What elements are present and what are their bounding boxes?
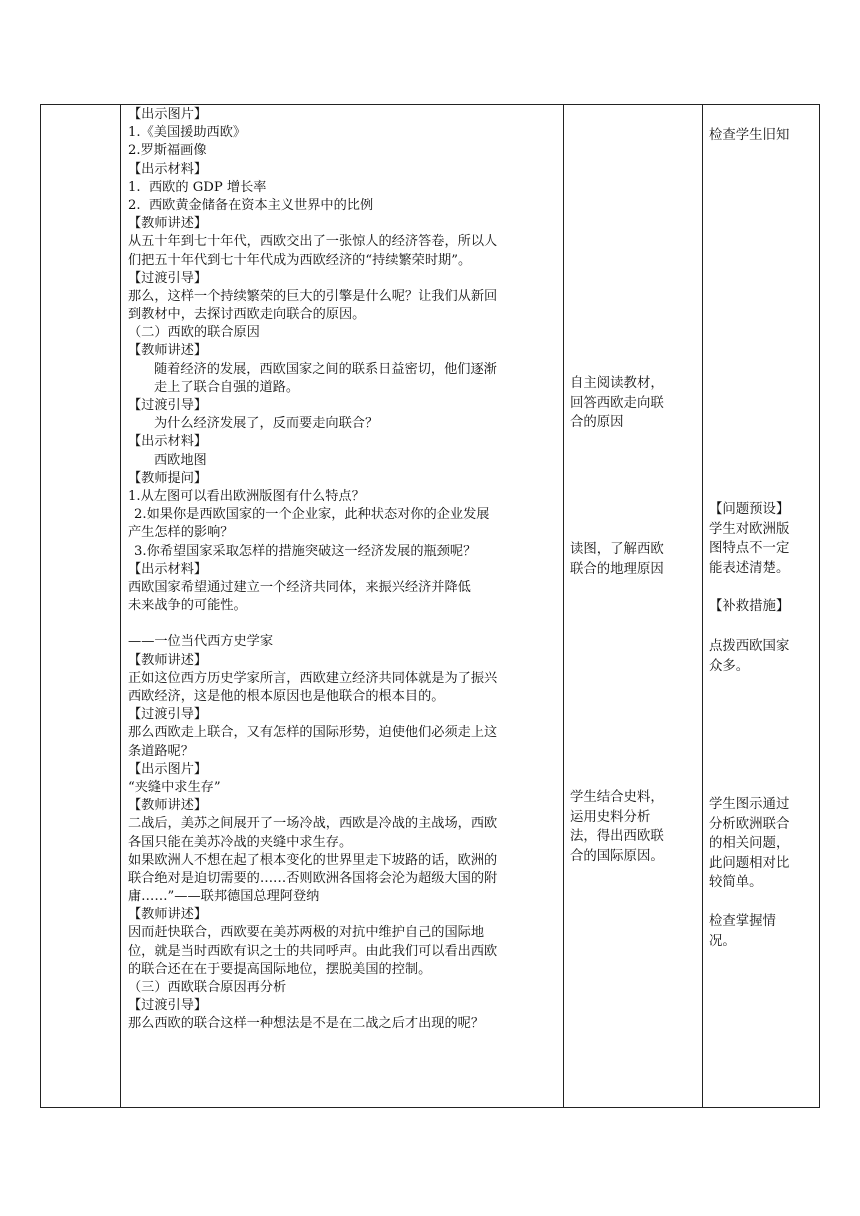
text-line: 1.从左图可以看出欧洲版图有什么特点？ [128,488,365,504]
text-line: 从五十年到七十年代，西欧交出了一张惊人的经济答卷，所以人 [128,234,498,250]
column-divider [120,104,121,1108]
text-line: 【问题预设】 [709,502,790,517]
column-divider [702,104,703,1108]
text-line: 西欧国家希望通过建立一个经济共同体，来振兴经济并降低 [128,579,471,595]
text-line: 西欧地图 [154,452,207,468]
text-line: 那么西欧的联合这样一种想法是不是在二战之后才出现的呢？ [128,1016,485,1032]
text-line: 【出示图片】 [128,761,208,777]
text-line: 正如这位西方历史学家所言，西欧建立经济共同体就是为了振兴 [128,670,498,686]
text-line: 的联合还在在于要提高国际地位，摆脱美国的控制。 [128,961,432,977]
text-line: 运用史料分析 [570,809,651,825]
text-line: 【教师提问】 [128,470,208,486]
text-line: 【教师讲述】 [128,798,208,814]
student-activity-block [570,788,698,866]
text-line: 位，就是当时西欧有识之士的共同呼声。由此我们可以看出西欧 [128,943,498,959]
text-line: 学生结合史料， [570,790,664,805]
text-line: 联合绝对是迫切需要的……否则欧洲各国将会沦为超级大国的附 [128,870,498,886]
text-line: 各国只能在美苏冷战的夹缝中求生存。 [128,834,353,850]
text-line: 况。 [709,933,736,949]
text-line: 【补救措施】 [709,599,790,614]
text-line: 【教师讲述】 [128,216,208,232]
text-line: 点拨西欧国家 [709,639,790,654]
text-line: 【出示材料】 [128,434,208,450]
text-line: 到教材中，去探讨西欧走向联合的原因。 [128,307,366,323]
column-divider [563,104,564,1108]
text-line: 【出示材料】 [128,561,208,577]
text-line: 合的国际原因。 [570,848,664,864]
text-line: 检查掌握情 [709,914,776,929]
text-line: “夹缝中求生存” [128,779,221,795]
text-line: 【过渡引导】 [128,998,208,1014]
design-intent-block [709,597,817,617]
text-line: 读图，了解西欧 [570,542,664,557]
design-intent-block [709,500,817,578]
text-line: 的相关问题， [709,836,790,851]
teacher-activity-column [128,106,558,1034]
text-line: 为什么经济发展了，反而要走向联合？ [154,416,379,432]
design-intent-block [709,126,817,146]
text-line: 【过渡引导】 [128,707,208,723]
text-line: 2.罗斯福画像 [128,143,207,159]
text-line: 回答西欧走向联 [570,395,664,411]
student-activity-block [570,374,698,433]
text-line: 学生对欧洲版 [709,521,790,537]
text-line: 西欧经济，这是他的根本原因也是他联合的根本目的。 [128,689,445,704]
text-line: 那么，这样一个持续繁荣的巨大的引擎是什么呢？让我们从新回 [128,288,498,304]
text-line: 学生图示通过 [709,797,790,812]
text-line: 图特点不一定 [709,541,790,556]
text-line: 2.如果你是西欧国家的一个企业家，此种状态对你的企业发展 [134,507,490,523]
text-line [128,615,558,633]
text-line: 【过渡引导】 [128,270,208,286]
text-line: 庸……”——联邦德国总理阿登纳 [128,889,320,905]
text-line: 检查学生旧知 [709,128,790,143]
text-line: （二）西欧的联合原因 [128,325,260,341]
text-line: 分析欧洲联合 [709,816,790,832]
text-line: 【教师讲述】 [128,652,208,668]
text-line: 1.《美国援助西欧》 [128,125,247,141]
text-line: 如果欧洲人不想在起了根本变化的世界里走下坡路的话，欧洲的 [128,852,498,868]
text-line: 众多。 [709,658,750,674]
text-line: 【教师讲述】 [128,343,208,359]
text-line: 较简单。 [709,875,763,890]
text-line: 二战后，美苏之间展开了一场冷战，西欧是冷战的主战场，西欧 [128,816,498,832]
text-line: 法，得出西欧联 [570,829,664,844]
text-line: 产生怎样的影响？ [128,525,234,541]
student-activity-block [570,540,698,579]
text-line: 3.你希望国家采取怎样的措施突破这一经济发展的瓶颈呢？ [134,543,477,559]
text-line: 自主阅读教材， [570,376,664,391]
text-line: 因而赶快联合，西欧要在美苏两极的对抗中维护自己的国际地 [128,925,485,941]
design-intent-block [709,637,817,676]
text-line: 能表述清楚。 [709,560,790,576]
text-line: 【过渡引导】 [128,398,208,413]
design-intent-block [709,912,817,951]
text-line: 那么西欧走上联合，又有怎样的国际形势，迫使他们必须走上这 [128,725,498,741]
text-line: 随着经济的发展，西欧国家之间的联系日益密切，他们逐渐 [154,361,497,377]
text-line: 【出示材料】 [128,161,208,177]
text-line: 条道路呢？ [128,743,194,759]
text-line: ——一位当代西方史学家 [128,634,274,650]
text-line: 们把五十年代到七十年代成为西欧经济的“持续繁荣时期”。 [128,252,472,268]
text-line: 未来战争的可能性。 [128,598,247,614]
text-line: （三）西欧联合原因再分析 [128,980,287,995]
text-line: 此问题相对比 [709,855,790,871]
text-line: 合的原因 [570,415,624,430]
text-line: 2. 西欧黄金储备在资本主义世界中的比例 [128,197,374,213]
text-line: 走上了联合自强的道路。 [154,379,300,395]
text-line: 【教师讲述】 [128,907,208,923]
text-line: 联合的地理原因 [570,561,664,577]
design-intent-block [709,795,817,893]
text-line: 1. 西欧的 GDP 增长率 [128,179,267,195]
text-line: 【出示图片】 [128,107,208,122]
